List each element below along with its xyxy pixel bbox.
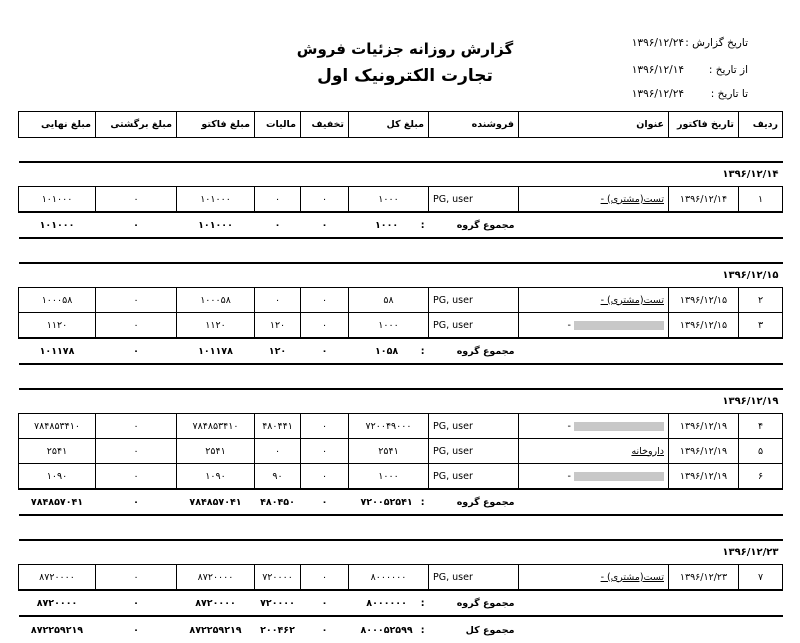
redacted-name	[574, 422, 664, 431]
sum-tax: ۴۸۰۴۵۰	[255, 489, 301, 515]
cell-invoice-amount: ۲۵۴۱	[177, 439, 255, 464]
customer-link[interactable]: -	[567, 319, 571, 331]
cell-total: ۲۵۴۱	[349, 439, 429, 464]
customer-link[interactable]: تست(مشتری) -	[600, 294, 664, 306]
cell-tax: ۹۰	[255, 464, 301, 490]
col-header-invoice-date: تاریخ فاکتور	[669, 112, 739, 138]
cell-invoice-amount: ۷۸۴۸۵۳۴۱۰	[177, 414, 255, 439]
cell-seller: PG, user	[429, 565, 519, 591]
table-row	[19, 565, 783, 591]
sum-final: ۱۰۱۰۰۰	[19, 212, 96, 238]
cell-returned: ۰	[96, 464, 177, 490]
col-header-row-no: ردیف	[739, 112, 783, 138]
cell-returned: ۰	[96, 565, 177, 591]
group-sum-row	[19, 590, 783, 616]
cell-discount: ۰	[301, 439, 349, 464]
group-date-row	[19, 162, 783, 187]
sum-tax: ۰	[255, 212, 301, 238]
grand-total-row	[19, 616, 783, 643]
grand-discount: ۰	[321, 624, 328, 636]
sum-invoice-amount: ۷۸۴۸۵۷۰۴۱	[177, 489, 255, 515]
report-date-line	[602, 37, 748, 49]
cell-invoice-date: ۱۳۹۶/۱۲/۱۵	[669, 313, 739, 339]
cell-returned: ۰	[96, 439, 177, 464]
cell-returned: ۰	[96, 313, 177, 339]
cell-returned: ۰	[96, 414, 177, 439]
cell-seller: PG, user	[429, 439, 519, 464]
sum-invoice-amount: ۱۰۱۱۷۸	[177, 338, 255, 364]
cell-title	[519, 439, 669, 464]
cell-invoice-amount: ۸۷۲۰۰۰۰	[177, 565, 255, 591]
cell-invoice-amount: ۱۰۱۰۰۰	[177, 187, 255, 213]
cell-tax: ۰	[255, 288, 301, 313]
group-sum-row	[19, 212, 783, 238]
group-date: ۱۳۹۶/۱۲/۲۳	[19, 540, 783, 565]
col-header-final: مبلغ نهایی	[19, 112, 96, 138]
to-date-label: تا تاریخ :	[710, 88, 748, 100]
sum-total: : ۱۰۵۸	[349, 338, 429, 364]
redacted-name	[574, 472, 664, 481]
cell-returned: ۰	[96, 187, 177, 213]
sum-returned: ۰	[96, 489, 177, 515]
group-sum-row	[19, 489, 783, 515]
col-header-invoice-amount: مبلغ فاکتو	[177, 112, 255, 138]
cell-invoice-amount: ۱۰۹۰	[177, 464, 255, 490]
cell-row-no: ۳	[739, 313, 783, 339]
group-sum-label: مجموع گروه	[429, 590, 519, 616]
sum-tax: ۱۲۰	[255, 338, 301, 364]
sales-detail-table	[18, 111, 783, 643]
cell-title	[519, 414, 669, 439]
spacer-row	[19, 515, 783, 540]
grand-tax: ۲۰۰۴۶۲	[260, 624, 295, 636]
cell-final: ۲۵۴۱	[19, 439, 96, 464]
table-row	[19, 464, 783, 490]
customer-link[interactable]: داروخانه	[631, 445, 664, 457]
sum-colon: :	[420, 597, 425, 609]
sum-final: ۱۰۱۱۷۸	[19, 338, 96, 364]
cell-seller: PG, user	[429, 288, 519, 313]
customer-link[interactable]: تست(مشتری) -	[600, 193, 664, 205]
cell-row-no: ۵	[739, 439, 783, 464]
cell-discount: ۰	[301, 565, 349, 591]
cell-final: ۱۰۰۰۵۸	[19, 288, 96, 313]
report-subtitle: تجارت الکترونیک اول	[317, 66, 493, 86]
col-header-seller: فروشنده	[429, 112, 519, 138]
col-header-title: عنوان	[519, 112, 669, 138]
grand-total-label: مجموع کل	[465, 624, 515, 636]
report-date-label: تاریخ گزارش :	[685, 37, 748, 49]
cell-row-no: ۶	[739, 464, 783, 490]
cell-tax: ۱۲۰	[255, 313, 301, 339]
cell-final: ۱۰۱۰۰۰	[19, 187, 96, 213]
spacer-row	[19, 238, 783, 263]
cell-seller: PG, user	[429, 414, 519, 439]
group-sum-label: مجموع گروه	[429, 489, 519, 515]
cell-total: ۱۰۰۰	[349, 464, 429, 490]
table-row	[19, 187, 783, 213]
cell-returned: ۰	[96, 288, 177, 313]
cell-final: ۱۱۲۰	[19, 313, 96, 339]
group-date-row	[19, 540, 783, 565]
cell-invoice-date: ۱۳۹۶/۱۲/۱۵	[669, 288, 739, 313]
col-header-discount: تخفیف	[301, 112, 349, 138]
cell-total: ۷۲۰۰۴۹۰۰۰	[349, 414, 429, 439]
cell-tax: ۴۸۰۴۴۱	[255, 414, 301, 439]
cell-total: ۱۰۰۰	[349, 313, 429, 339]
cell-title	[519, 464, 669, 490]
group-date-row	[19, 389, 783, 414]
table-row	[19, 439, 783, 464]
cell-discount: ۰	[301, 464, 349, 490]
cell-discount: ۰	[301, 313, 349, 339]
grand-final: ۸۷۲۲۵۹۲۱۹	[30, 624, 84, 636]
cell-row-no: ۴	[739, 414, 783, 439]
col-header-returned: مبلغ برگشتی	[96, 112, 177, 138]
sum-total: : ۸۰۰۰۰۰۰	[349, 590, 429, 616]
cell-row-no: ۱	[739, 187, 783, 213]
cell-invoice-amount: ۱۰۰۰۵۸	[177, 288, 255, 313]
cell-final: ۷۸۴۸۵۳۴۱۰	[19, 414, 96, 439]
cell-tax: ۷۲۰۰۰۰	[255, 565, 301, 591]
from-date-label: از تاریخ :	[708, 64, 748, 76]
cell-seller: PG, user	[429, 464, 519, 490]
cell-discount: ۰	[301, 414, 349, 439]
group-sum-row	[19, 338, 783, 364]
cell-total: ۵۸	[349, 288, 429, 313]
group-date-row	[19, 263, 783, 288]
customer-link[interactable]: تست(مشتری) -	[600, 571, 664, 583]
from-date-value: ۱۳۹۶/۱۲/۱۴	[631, 64, 684, 76]
cell-invoice-amount: ۱۱۲۰	[177, 313, 255, 339]
cell-total: ۸۰۰۰۰۰۰	[349, 565, 429, 591]
to-date-line	[602, 88, 748, 100]
cell-invoice-date: ۱۳۹۶/۱۲/۱۹	[669, 439, 739, 464]
cell-title	[519, 288, 669, 313]
sum-colon: :	[420, 219, 425, 231]
sum-final: ۸۷۲۰۰۰۰	[19, 590, 96, 616]
customer-link[interactable]: -	[567, 420, 571, 432]
table-row	[19, 414, 783, 439]
customer-link[interactable]: -	[567, 470, 571, 482]
col-header-tax: مالیات	[255, 112, 301, 138]
grand-colon: :	[420, 624, 425, 636]
cell-tax: ۰	[255, 439, 301, 464]
cell-final: ۸۷۲۰۰۰۰	[19, 565, 96, 591]
sum-returned: ۰	[96, 212, 177, 238]
cell-row-no: ۷	[739, 565, 783, 591]
spacer-row	[19, 138, 783, 163]
cell-seller: PG, user	[429, 187, 519, 213]
report-title: گزارش روزانه جزئیات فروش	[296, 40, 514, 58]
cell-invoice-date: ۱۳۹۶/۱۲/۲۳	[669, 565, 739, 591]
sum-tax: ۷۲۰۰۰۰	[255, 590, 301, 616]
sum-final: ۷۸۴۸۵۷۰۴۱	[19, 489, 96, 515]
sum-discount: ۰	[301, 212, 349, 238]
group-date: ۱۳۹۶/۱۲/۱۵	[19, 263, 783, 288]
cell-invoice-date: ۱۳۹۶/۱۲/۱۴	[669, 187, 739, 213]
group-date: ۱۳۹۶/۱۲/۱۹	[19, 389, 783, 414]
cell-tax: ۰	[255, 187, 301, 213]
grand-invoice-amount: ۸۷۲۲۵۹۲۱۹	[189, 624, 242, 636]
sum-total: : ۱۰۰۰	[349, 212, 429, 238]
cell-title	[519, 313, 669, 339]
cell-title	[519, 565, 669, 591]
sum-discount: ۰	[301, 338, 349, 364]
table-row	[19, 313, 783, 339]
sum-returned: ۰	[96, 590, 177, 616]
cell-invoice-date: ۱۳۹۶/۱۲/۱۹	[669, 414, 739, 439]
report-date-value: ۱۳۹۶/۱۲/۲۴	[631, 37, 684, 49]
cell-seller: PG, user	[429, 313, 519, 339]
grand-returned: ۰	[133, 624, 139, 636]
group-sum-label: مجموع گروه	[429, 338, 519, 364]
sum-invoice-amount: ۱۰۱۰۰۰	[177, 212, 255, 238]
cell-discount: ۰	[301, 288, 349, 313]
grand-total: : ۸۰۰۰۵۲۵۹۹	[360, 624, 425, 636]
spacer-row	[19, 364, 783, 389]
cell-total: ۱۰۰۰	[349, 187, 429, 213]
sum-colon: :	[420, 345, 425, 357]
cell-discount: ۰	[301, 187, 349, 213]
group-date: ۱۳۹۶/۱۲/۱۴	[19, 162, 783, 187]
cell-row-no: ۲	[739, 288, 783, 313]
group-sum-label: مجموع گروه	[429, 212, 519, 238]
table-row	[19, 288, 783, 313]
cell-final: ۱۰۹۰	[19, 464, 96, 490]
header-row	[19, 112, 783, 138]
sum-returned: ۰	[96, 338, 177, 364]
from-date-line	[602, 64, 748, 76]
sum-discount: ۰	[301, 590, 349, 616]
sum-total: : ۷۲۰۰۵۲۵۴۱	[349, 489, 429, 515]
to-date-value: ۱۳۹۶/۱۲/۲۴	[631, 88, 684, 100]
sum-discount: ۰	[301, 489, 349, 515]
cell-title	[519, 187, 669, 213]
col-header-total: مبلغ کل	[349, 112, 429, 138]
sum-invoice-amount: ۸۷۲۰۰۰۰	[177, 590, 255, 616]
sum-colon: :	[420, 496, 425, 508]
redacted-name	[574, 321, 664, 330]
cell-invoice-date: ۱۳۹۶/۱۲/۱۹	[669, 464, 739, 490]
